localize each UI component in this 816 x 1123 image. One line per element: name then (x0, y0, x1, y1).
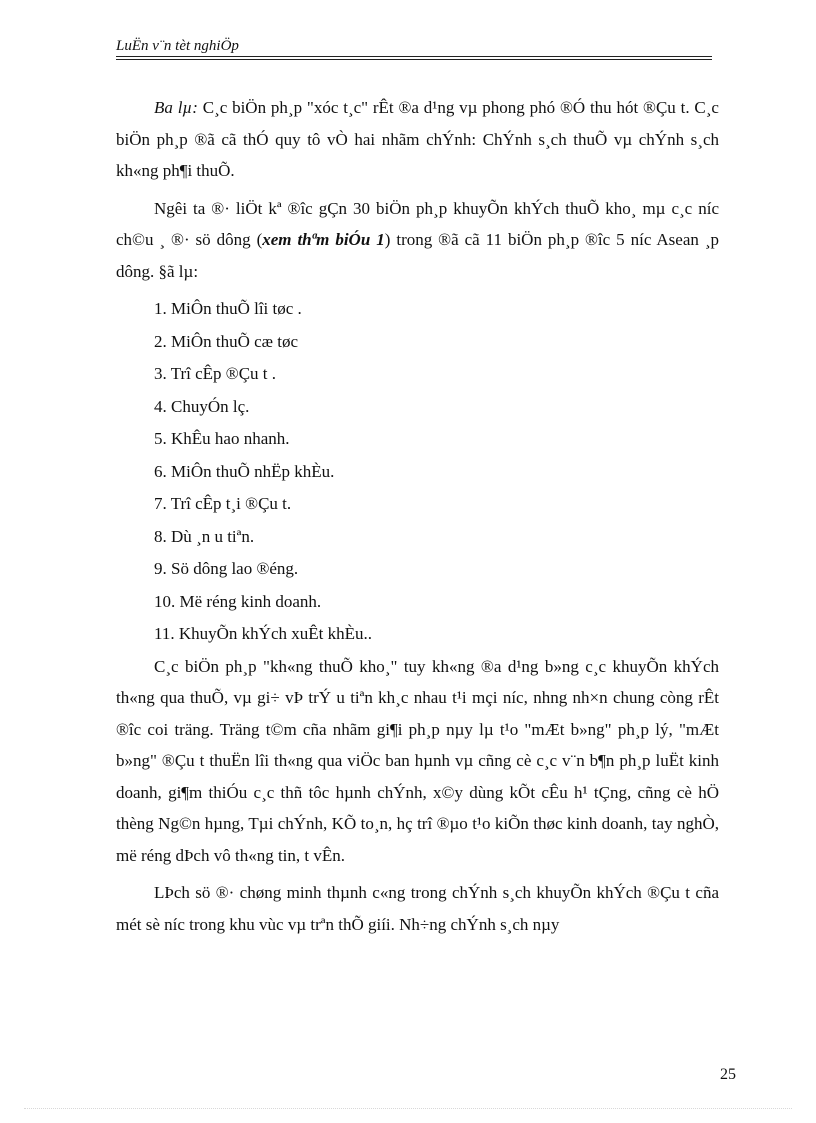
paragraph-4: LÞch sö ®· chøng minh thµnh c«ng trong chÝnh s¸ch khuyÕn khÝch ®Çu t cña mét sè níc trong khu vùc vµ trªn thÕ giíi. Nh÷ng chÝnh s¸ch nµy (116, 883, 719, 934)
list-item: 8. Dù ¸n u tiªn. (154, 526, 255, 546)
list-item: 1. MiÔn thuÕ lîi tøc . (154, 299, 302, 318)
page-number: 25 (720, 1066, 736, 1083)
list-item: 7. Trî cÊp t¸i ®Çu t. (154, 494, 292, 513)
paragraph-1 (116, 92, 719, 187)
list-item: 2. MiÔn thuÕ cæ tøc (154, 331, 299, 351)
footer-divider (24, 1108, 792, 1109)
list-item: 9. Sö dông lao ®éng. (154, 559, 299, 578)
list-item: 11. KhuyÕn khÝch xuÊt khÈu.. (154, 624, 372, 643)
paragraph-2-reference: xem thªm biÓu 1 (262, 230, 385, 249)
paragraph-1-lead: Ba lµ: (154, 98, 198, 117)
paragraph-2 (116, 193, 719, 288)
header-rule-top (116, 56, 712, 57)
paragraph-1-text: C¸c biÖn ph¸p "xóc t¸c" rÊt ®a d¹ng vµ phong phó ®Ó thu hót ®Çu t. C¸c biÖn ph¸p ®ã cã thÓ quy tô vÒ hai nhãm chÝnh: ChÝnh s¸ch thuÕ vµ chÝnh s¸ch kh«ng ph¶i thuÕ. (116, 98, 719, 180)
list-item: 3. Trî cÊp ®Çu t . (154, 364, 277, 383)
measures-list (116, 293, 719, 651)
list-item: 4. ChuyÓn lç. (154, 396, 250, 416)
page-header: LuËn v¨n tèt nghiÖp (116, 38, 239, 54)
paragraph-3: C¸c biÖn ph¸p "kh«ng thuÕ kho¸" tuy kh«ng ®a d¹ng b»ng c¸c khuyÕn khÝch th«ng qua thuÕ, vµ gi÷ vÞ trÝ u tiªn kh¸c nhau t¹i mçi níc, nhng nh×n chung còng rÊt ®îc coi träng. Träng t©m cña nhãm gi¶i ph¸p nµy lµ t¹o "mÆt b»ng" ph¸p lý, "mÆt b»ng" ®Çu t thuËn lîi th«ng qua viÖc ban hµnh vµ cñng cè c¸c v¨n b¶n ph¸p luËt kinh doanh, gi¶m thiÓu c¸c thñ tôc hµnh chÝnh, x©y dùng kÕt cÊu h¹ tÇng, cñng cè hÖ thèng Ng©n hµng, Tµi chÝnh, KÕ to¸n, hç trî ®µo t¹o kiÕn thøc kinh doanh, tay nghÒ, më réng dÞch vô th«ng tin, t vÊn. (116, 656, 719, 865)
list-item: 10. Më réng kinh doanh. (154, 591, 322, 611)
paragraph-2-before: Ngêi ta ®· liÖt kª ®îc gÇn 30 biÖn ph¸p khuyÕn khÝch thuÕ kho¸ mµ c¸c níc ch©u ¸ ®· sö dông ( (116, 198, 719, 249)
header-rule-bottom (116, 59, 712, 60)
list-item: 5. KhÊu hao nhanh. (154, 429, 290, 448)
document-body (116, 92, 719, 946)
paragraph-2-after: ) trong ®ã cã 11 biÖn ph¸p ®îc 5 níc Asean ¸p dông. §ã lµ: (116, 230, 719, 281)
list-item: 6. MiÔn thuÕ nhËp khÈu. (154, 461, 335, 481)
